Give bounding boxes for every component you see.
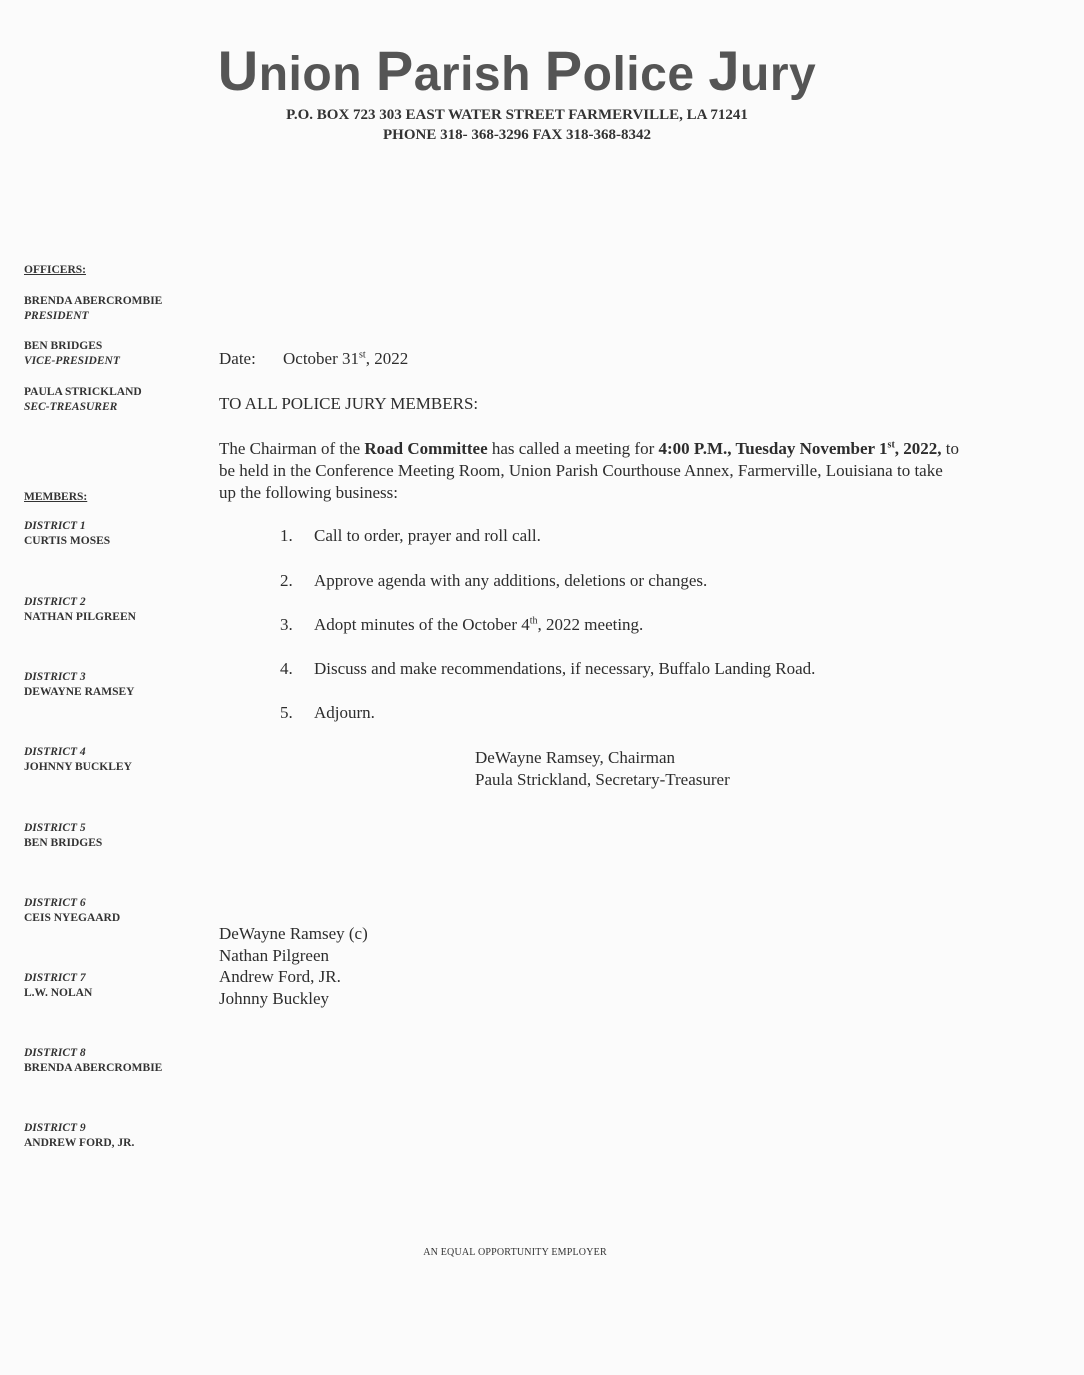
agenda-text: , 2022 meeting. [537,615,644,634]
title-initial-j: J [708,39,741,102]
title-initial-p: P [375,39,414,102]
member-entry [24,670,134,700]
officers-heading-text: OFFICERS: [24,264,86,276]
agenda-item [280,526,541,546]
title-initial-u: U [217,39,259,102]
committee-member: Andrew Ford, JR. [219,967,341,986]
officer-role: VICE-PRESIDENT [24,355,120,367]
officer-role: SEC-TREASURER [24,401,118,413]
salutation: TO ALL POLICE JURY MEMBERS: [219,394,479,413]
officer-name: PAULA STRICKLAND [24,386,142,398]
officer-name: BRENDA ABERCROMBIE [24,295,163,307]
member-name: JOHNNY BUCKLEY [24,761,132,773]
agenda-item [280,659,815,679]
letterhead-phone: PHONE 318- 368-3296 FAX 318-368-8342 [382,127,652,143]
officer-entry [24,385,142,415]
member-name: DEWAYNE RAMSEY [24,686,135,698]
member-entry [24,971,92,1001]
member-district: DISTRICT 8 [24,1047,86,1059]
member-district: DISTRICT 3 [24,671,86,683]
officer-entry [24,294,162,324]
officer-entry [24,339,120,369]
members-heading [24,490,87,505]
agenda-text: Call to order, prayer and roll call. [314,526,541,545]
date-suffix: st [359,349,366,361]
title-part: olice [582,48,709,101]
para-text: to be held in the Conference Meeting Room, Union Parish Courthouse Annex, Farmerville, Louisiana to take up the following business: [219,439,960,502]
member-district: DISTRICT 9 [24,1122,86,1134]
agenda-item [280,703,375,723]
member-name: BEN BRIDGES [24,837,103,849]
agenda-item [280,571,707,591]
member-entry [24,745,132,775]
meeting-time [659,439,942,458]
committee-member: DeWayne Ramsey (c) [219,924,368,943]
agenda-number: 1. [280,526,293,545]
date-label: Date: [219,349,256,368]
member-entry [24,595,136,625]
member-name: BRENDA ABERCROMBIE [24,1062,163,1074]
committee-member: Nathan Pilgreen [219,946,329,965]
meeting-paragraph [219,438,959,504]
member-district: DISTRICT 4 [24,746,86,758]
title-initial-p2: P [544,39,583,102]
para-text: The Chairman of the [219,439,365,458]
title-part: nion [258,48,376,101]
footer-text: AN EQUAL OPPORTUNITY EMPLOYER [423,1247,607,1258]
member-name: CEIS NYEGAARD [24,912,121,924]
agenda-text: Approve agenda with any additions, deletions or changes. [314,571,708,590]
committee-member: Johnny Buckley [219,989,330,1008]
member-district: DISTRICT 1 [24,520,86,532]
member-entry [24,1046,162,1076]
member-district: DISTRICT 6 [24,897,86,909]
member-name: NATHAN PILGREEN [24,611,136,623]
members-heading-text: MEMBERS: [24,491,88,503]
member-name: L.W. NOLAN [24,987,93,999]
agenda-text: Discuss and make recommendations, if necessary, Buffalo Landing Road. [314,659,816,678]
member-district: DISTRICT 7 [24,972,86,984]
meeting-time-text: 4:00 P.M., Tuesday November 1 [658,439,888,458]
member-entry [24,896,120,926]
member-name: ANDREW FORD, JR. [24,1137,135,1149]
member-district: DISTRICT 5 [24,822,86,834]
agenda-text: Adjourn. [314,703,375,722]
letterhead-address: P.O. BOX 723 303 EAST WATER STREET FARMERVILLE, LA 71241 [286,107,748,123]
member-entry [24,1121,134,1151]
agenda-number: 2. [280,571,293,590]
signature-secretary: Paula Strickland, Secretary-Treasurer [475,770,730,789]
agenda-date-suffix: th [529,615,538,627]
agenda-number: 3. [280,615,293,634]
officer-role: PRESIDENT [24,310,89,322]
member-name: CURTIS MOSES [24,535,111,547]
member-entry [24,519,110,549]
agenda-text: Adopt minutes of the October 4 [314,615,530,634]
title-part: arish [413,48,545,101]
member-entry [24,821,102,851]
committee-name: Road Committee [364,439,488,458]
date-year: , 2022 [365,349,409,368]
officer-name: BEN BRIDGES [24,340,103,352]
meeting-date-suffix: st [887,439,895,451]
officers-heading [24,263,86,278]
date-text: October 31 [283,349,360,368]
letterhead-title [0,38,1034,103]
meeting-year: , 2022, [894,439,942,458]
signature-chairman: DeWayne Ramsey, Chairman [475,748,676,767]
date-value [283,349,408,369]
title-part: ury [740,48,817,101]
agenda-item [280,615,643,635]
agenda-number: 5. [280,703,293,722]
agenda-number: 4. [280,659,293,678]
member-district: DISTRICT 2 [24,596,86,608]
para-text: has called a meeting for [487,439,659,458]
